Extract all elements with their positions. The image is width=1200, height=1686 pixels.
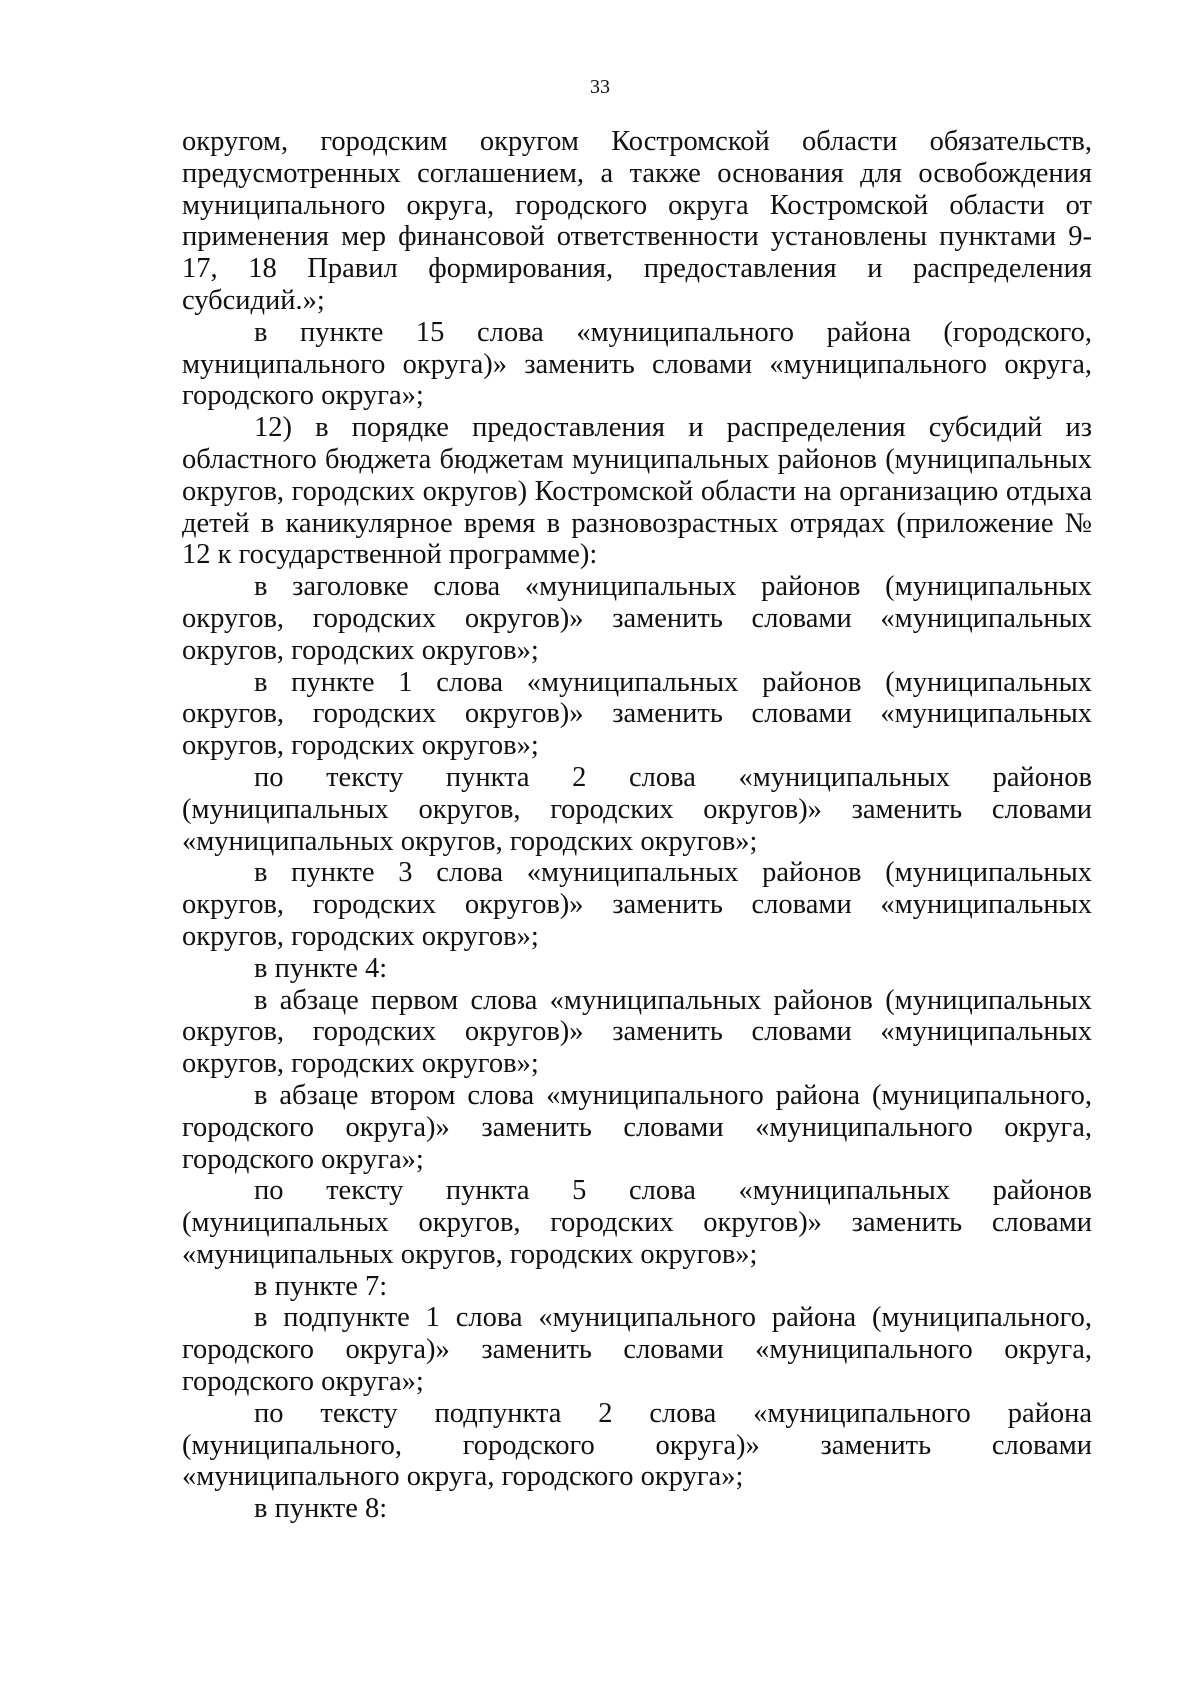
paragraph-4: в заголовке слова «муниципальных районов (муниципальных округов, городских округов)» заменить словами «муниципальных округов, городских округов»; [182,571,1092,666]
paragraph-6: по тексту пункта 2 слова «муниципальных районов (муниципальных округов, городских округов)» заменить словами «муниципальных округов, городских округов»; [182,761,1092,857]
paragraph-10: в абзаце втором слова «муниципального района (муниципального, городского округа)» заменить словами «муниципального округа, городского округа»; [182,1079,1092,1175]
paragraph-7: в пункте 3 слова «муниципальных районов (муниципальных округов, городских округов)» заменить словами «муниципальных округов, городских округов»; [182,857,1092,952]
paragraph-12: в пункте 7: [254,1270,388,1302]
paragraph-5: в пункте 1 слова «муниципальных районов (муниципальных округов, городских округов)» заменить словами «муниципальных округов, городских округов»; [182,666,1092,762]
paragraph-2: в пункте 15 слова «муниципального района (городского, муниципального округа)» заменить словами «муниципального округа, городского округа»; [182,316,1092,412]
paragraph-8: в пункте 4: [254,952,388,984]
paragraph-9: в абзаце первом слова «муниципальных районов (муниципальных округов, городских округов)» заменить словами «муниципальных округов, городских округов»; [182,984,1092,1080]
paragraph-15: в пункте 8: [254,1493,388,1525]
document-body [182,126,1092,1525]
paragraph-1: округом, городским округом Костромской области обязательств, предусмотренных соглашением, а также основания для освобождения муниципального округа, городского округа Костромской области от применения мер финансовой ответственности установлены пунктами 9-17, 18 Правил формирования, предоставления и распределения субсидий.»; [182,126,1092,316]
paragraph-3: 12) в порядке предоставления и распределения субсидий из областного бюджета бюджетам муниципальных районов (муниципальных округов, городских округов) Костромской области на организацию отдыха детей в каникулярное время в разновозрастных отрядах (приложение № 12 к государственной программе): [182,412,1092,571]
paragraph-14: по тексту подпункта 2 слова «муниципального района (муниципального, городского округа)» заменить словами «муниципального округа, городского округа»; [182,1397,1092,1493]
page-number: 33 [590,76,610,98]
paragraph-13: в подпункте 1 слова «муниципального района (муниципального, городского округа)» заменить словами «муниципального округа, городского округа»; [182,1302,1092,1398]
paragraph-11: по тексту пункта 5 слова «муниципальных районов (муниципальных округов, городских округов)» заменить словами «муниципальных округов, городских округов»; [182,1175,1092,1270]
